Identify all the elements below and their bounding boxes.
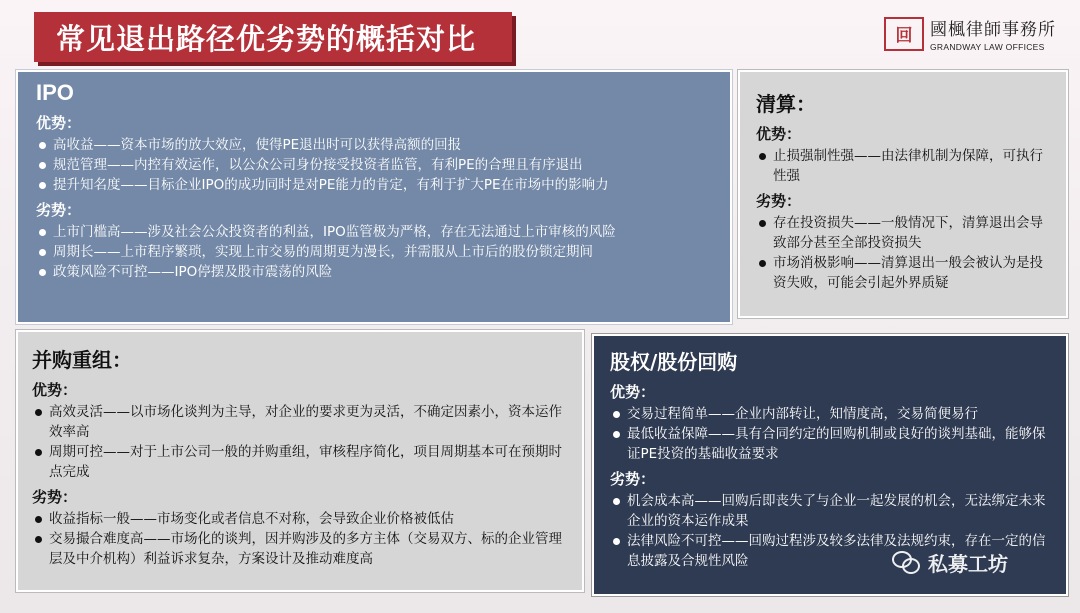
list-item: 交易撮合难度高——市场化的谈判，因并购涉及的多方主体（交易双方、标的企业管理层及中介机构）利益诉求复杂，方案设计及推动难度高: [32, 529, 568, 569]
liquidation-title: 清算：: [756, 92, 816, 116]
ipo-panel: [16, 70, 732, 324]
ma-title: 并购重组：: [32, 348, 132, 372]
ipo-dis-label: 劣势：: [36, 201, 82, 219]
watermark-text: 私募工坊: [928, 552, 1008, 576]
ma-dis-list: [32, 509, 568, 569]
buyback-dis-label: 劣势：: [610, 470, 656, 488]
page-title: 常见退出路径优劣势的概括对比: [56, 21, 477, 56]
list-item: 存在投资损失——一般情况下，清算退出会导致部分甚至全部投资损失: [756, 213, 1050, 253]
ipo-adv-list: [36, 135, 712, 195]
buyback-adv-list: [610, 404, 1050, 464]
liquidation-adv-label: 优势：: [756, 125, 802, 143]
list-item: 上市门槛高——涉及社会公众投资者的利益，IPO监管极为严格，存在无法通过上市审核的风险: [36, 222, 712, 242]
logo-mark-icon: 回: [884, 17, 924, 51]
ma-panel: [16, 330, 584, 592]
buyback-adv-label: 优势：: [610, 383, 656, 401]
ma-adv-list: [32, 402, 568, 482]
list-item: 最低收益保障——具有合同约定的回购机制或良好的谈判基础，能够保证PE投资的基础收益要求: [610, 424, 1050, 464]
title-banner: [34, 12, 512, 62]
liquidation-dis-list: [756, 213, 1050, 293]
list-item: 法律风险不可控——回购过程涉及较多法律及法规约束，存在一定的信息披露及合规性风险: [610, 531, 1050, 571]
list-item: 高效灵活——以市场化谈判为主导，对企业的要求更为灵活，不确定因素小，资本运作效率高: [32, 402, 568, 442]
logo-name-cn: 國楓律師事務所: [930, 20, 1056, 40]
ma-dis-label: 劣势：: [32, 488, 78, 506]
ipo-adv-label: 优势：: [36, 114, 82, 132]
watermark: [892, 548, 1008, 577]
list-item: 机会成本高——回购后即丧失了与企业一起发展的机会，无法绑定未来企业的资本运作成果: [610, 491, 1050, 531]
list-item: 市场消极影响——清算退出一般会被认为是投资失败，可能会引起外界质疑: [756, 253, 1050, 293]
list-item: 收益指标一般——市场变化或者信息不对称，会导致企业价格被低估: [32, 509, 568, 529]
list-item: 政策风险不可控——IPO停摆及股市震荡的风险: [36, 262, 712, 282]
list-item: 规范管理——内控有效运作，以公众公司身份接受投资者监管，有利PE的合理且有序退出: [36, 155, 712, 175]
buyback-title: 股权/股份回购: [610, 350, 738, 374]
liquidation-adv-list: [756, 146, 1050, 186]
wechat-icon: [892, 551, 922, 575]
logo-name-en: GRANDWAY LAW OFFICES: [930, 42, 1045, 52]
ipo-title: IPO: [36, 80, 74, 105]
liquidation-dis-label: 劣势：: [756, 192, 802, 210]
ipo-dis-list: [36, 222, 712, 282]
ma-adv-label: 优势：: [32, 381, 78, 399]
firm-logo: [884, 15, 1056, 52]
liquidation-panel: [738, 70, 1068, 318]
list-item: 止损强制性强——由法律机制为保障，可执行性强: [756, 146, 1050, 186]
list-item: 提升知名度——目标企业IPO的成功同时是对PE能力的肯定，有利于扩大PE在市场中的影响力: [36, 175, 712, 195]
list-item: 周期长——上市程序繁琐，实现上市交易的周期更为漫长，并需服从上市后的股份锁定期间: [36, 242, 712, 262]
list-item: 交易过程简单——企业内部转让，知情度高，交易简便易行: [610, 404, 1050, 424]
list-item: 高收益——资本市场的放大效应，使得PE退出时可以获得高额的回报: [36, 135, 712, 155]
list-item: 周期可控——对于上市公司一般的并购重组，审核程序简化，项目周期基本可在预期时点完成: [32, 442, 568, 482]
